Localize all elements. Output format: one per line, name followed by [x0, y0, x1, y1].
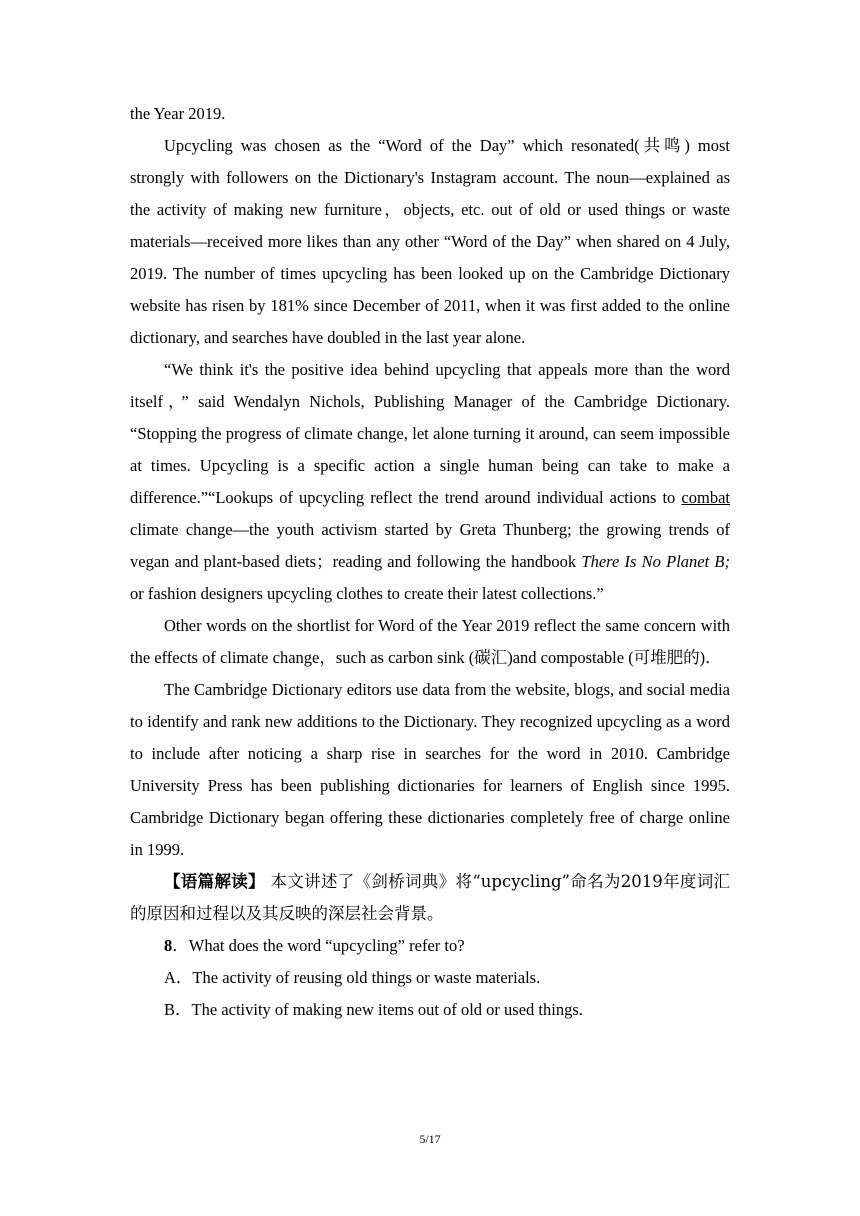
question-8 — [130, 930, 730, 962]
document-body — [130, 98, 730, 1026]
paragraph-nichols-quote — [130, 354, 730, 610]
analysis-label: 【语篇解读】 — [164, 872, 265, 891]
question-number: 8 — [164, 936, 173, 955]
option-text: ．The activity of making new items out of old or used things. — [175, 1000, 583, 1019]
option-letter: A — [164, 968, 176, 987]
question-text: ．What does the word “upcycling” refer to? — [172, 936, 465, 955]
paragraph-shortlist: Other words on the shortlist for Word of the Year 2019 reflect the same concern with the effects of climate change，such as carbon sink (碳汇)and compostable (可堆肥的)． — [130, 616, 730, 667]
quote-text-2: climate change—the youth activism started by Greta Thunberg; the growing trends of vegan and plant-based diets；reading and following the handbook — [130, 520, 730, 571]
paragraph-upcycling-chosen: Upcycling was chosen as the “Word of the Day” which resonated(共鸣) most strongly with followers on the Dictionary's Instagram account. The noun—explained as the activity of making new furniture，objects, etc. out of old or used things or waste materials—received more likes than any other “Word of the Day” when shared on 4 July, 2019. The number of times upcycling has been looked up on the Cambridge Dictionary website has risen by 181% since December of 2011, when it was first added to the online dictionary, and searches have doubled in the last year alone. — [130, 136, 730, 347]
analysis-paragraph — [130, 866, 730, 930]
quote-text-1: “We think it's the positive idea behind upcycling that appeals more than the word itself，” said Wendalyn Nichols, Publishing Manager of the Cambridge Dictionary. “Stopping the progress of climate change, let alone turning it around, can seem impossible at times. Upcycling is a specific action a single human being can take to make a difference.”“Lookups of upcycling reflect the trend around individual actions to — [130, 360, 730, 507]
paragraph-continuation: the Year 2019. — [130, 104, 226, 123]
paragraph-editors: The Cambridge Dictionary editors use data from the website, blogs, and social media to identify and rank new additions to the Dictionary. They recognized upcycling as a word to include after noticing a sharp rise in searches for the word in 2010. Cambridge University Press has been publishing dictionaries for learners of English since 1995. Cambridge Dictionary began offering these dictionaries completely free of charge online in 1999. — [130, 680, 730, 859]
analysis-text: 本文讲述了《剑桥词典》将“upcycling”命名为2019年度词汇的原因和过程以及其反映的深层社会背景。 — [130, 872, 731, 923]
book-title: There Is No Planet B; — [581, 552, 730, 571]
quote-text-3: or fashion designers upcycling clothes to create their latest collections.” — [130, 584, 604, 603]
page-number: 5/17 — [419, 1132, 441, 1146]
option-b — [130, 994, 730, 1026]
option-letter: B — [164, 1000, 176, 1019]
underlined-word-combat: combat — [681, 488, 730, 507]
option-text: ．The activity of reusing old things or waste materials. — [175, 968, 541, 987]
option-a — [130, 962, 730, 994]
